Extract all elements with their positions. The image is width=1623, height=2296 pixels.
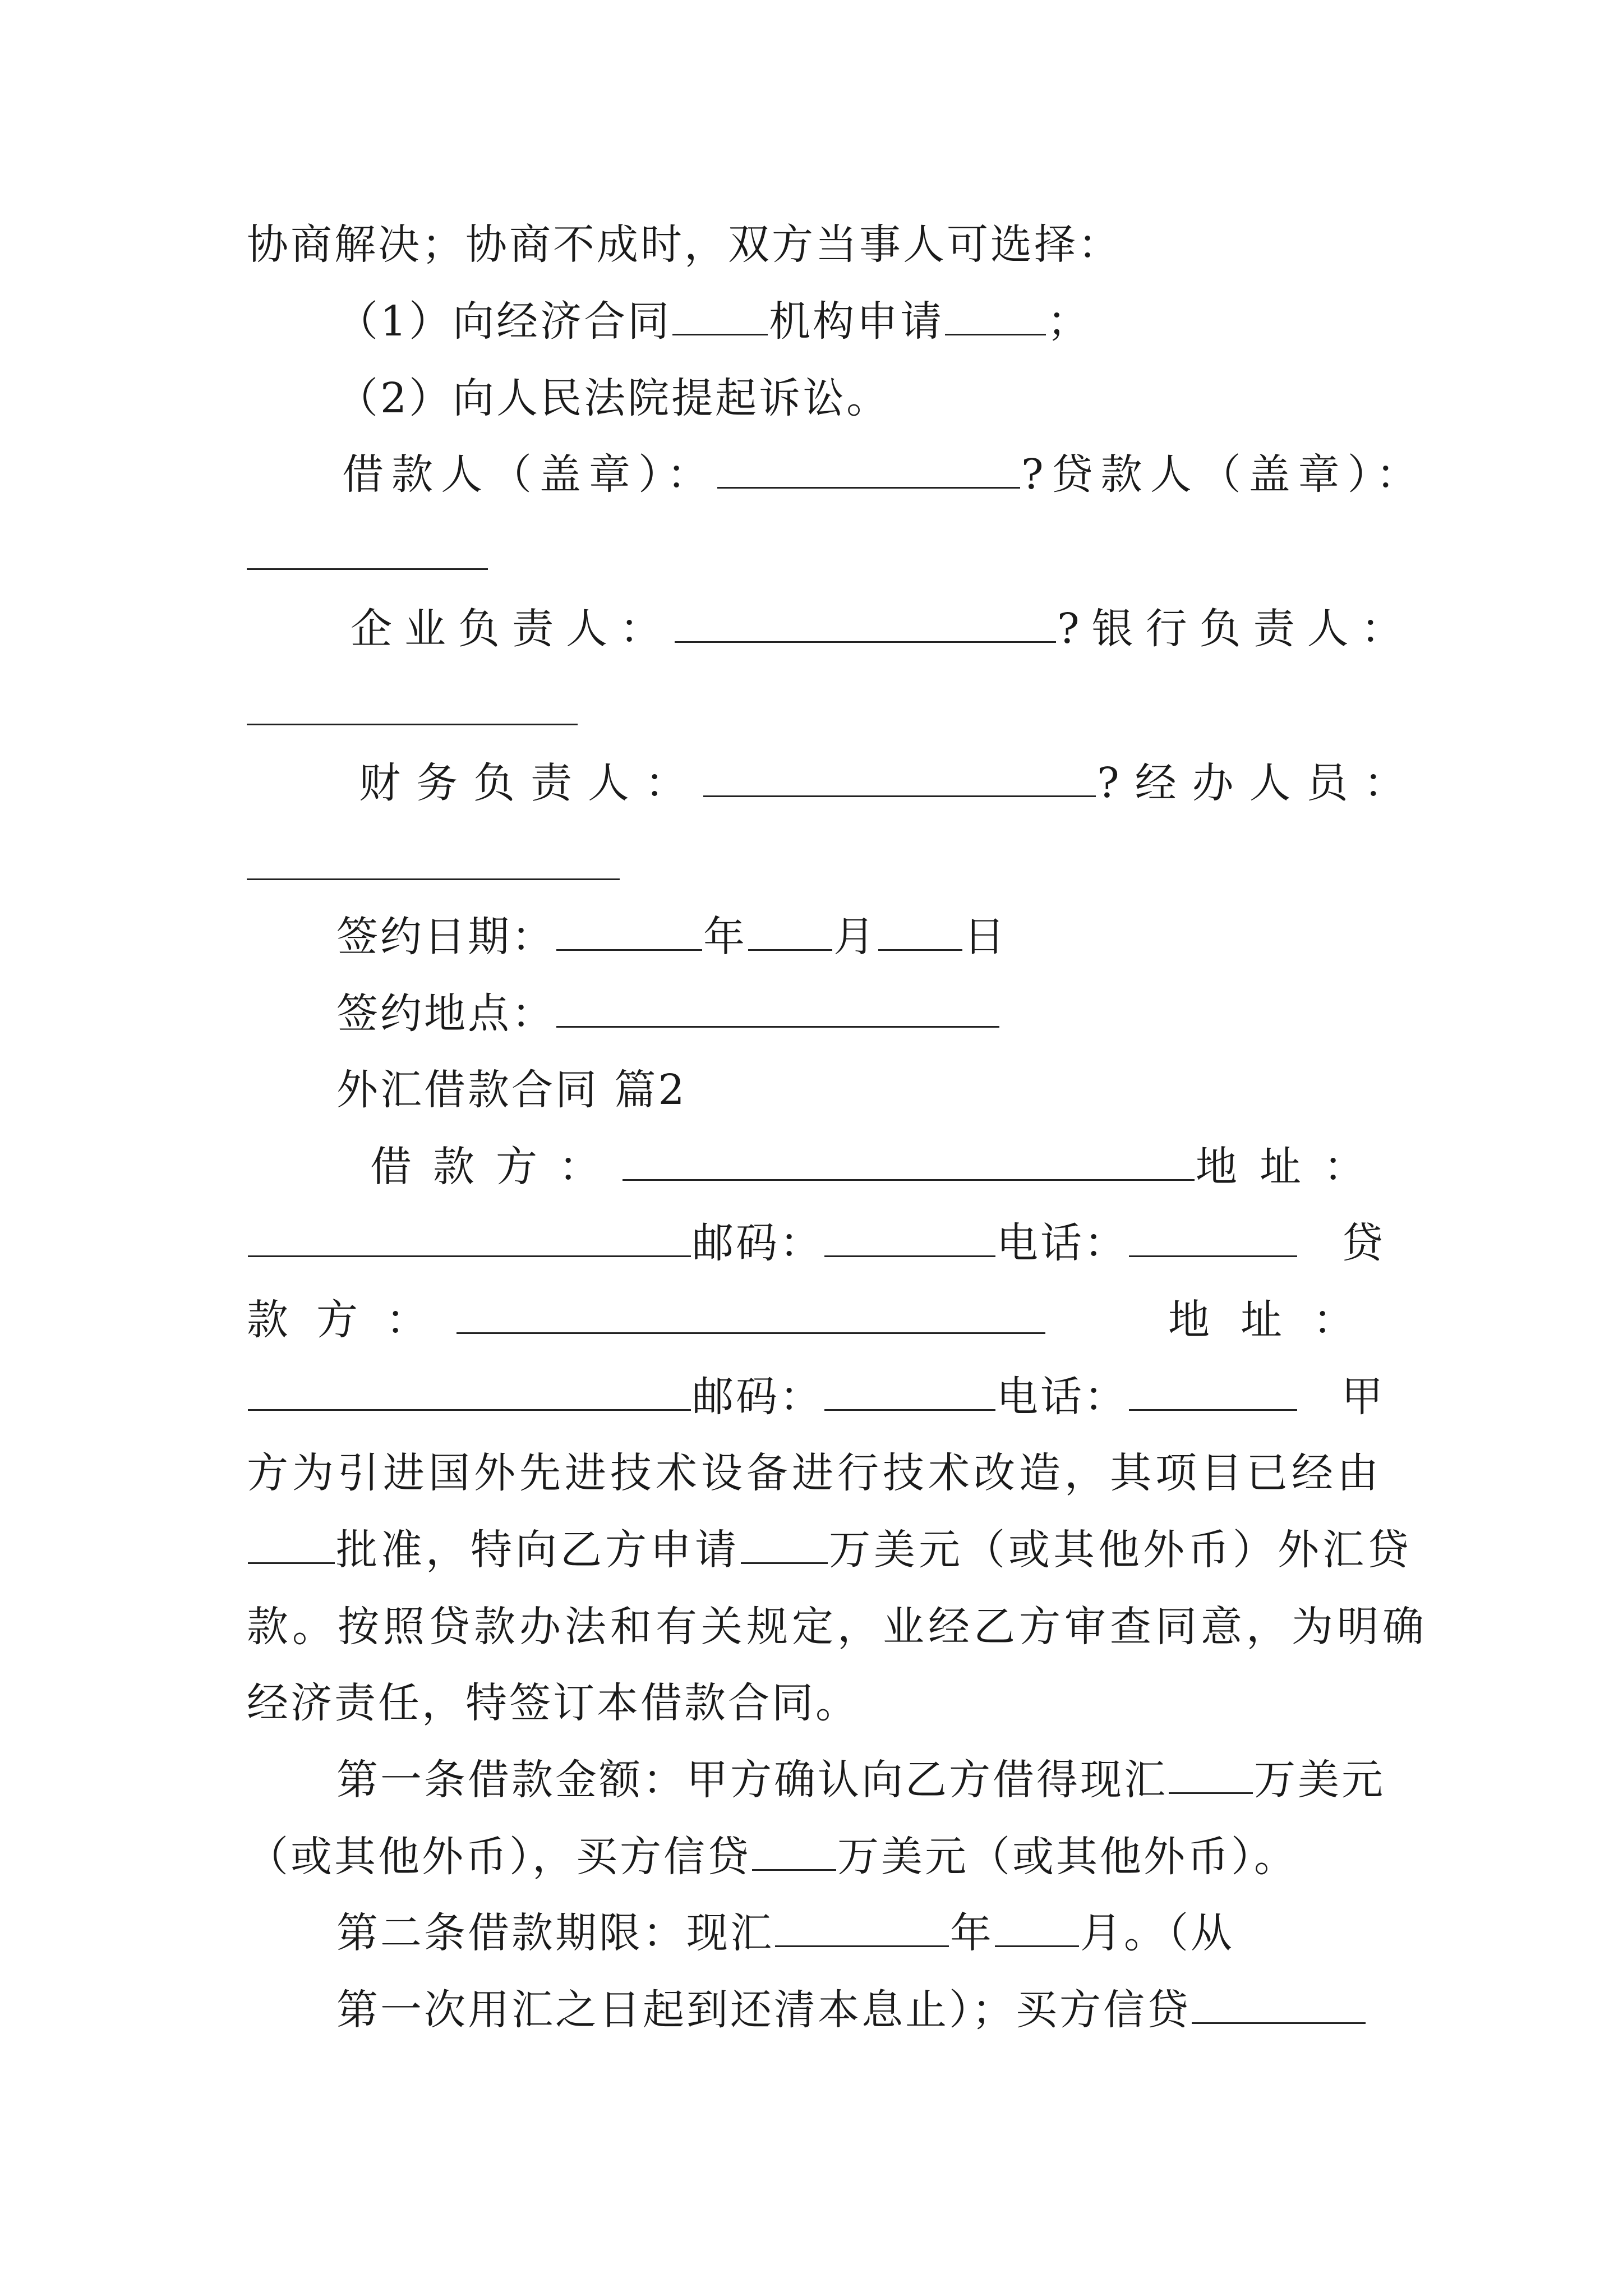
signature-line-finance [359,755,1421,811]
text: 年 [703,913,747,961]
blank-line [878,914,962,951]
text: 万美元（或其他外币）外汇贷 [829,1526,1412,1574]
text-line [336,293,1091,349]
text-line [247,1445,1382,1501]
text: 电话： [997,1219,1128,1267]
blank-line [1169,1757,1253,1794]
blank-line [703,761,1096,797]
text: 方为引进国外先进技术设备进行技术改造，其项目已经由 [247,1449,1382,1497]
blank-line [824,1221,995,1257]
blank-line [247,878,620,880]
text-line [247,1675,859,1731]
signature-line-borrower [342,447,1426,503]
text-line [247,1599,1428,1655]
blank-line [1129,1374,1297,1411]
text: 第二条借款期限：现汇 [336,1909,774,1957]
text: ?贷款人（盖章）： [1021,450,1426,499]
text: （2）向人民法院提起诉讼。 [336,374,891,422]
blank-line [248,1374,691,1411]
text: 借款人（盖章）： [342,450,716,499]
sign-date-line [336,909,1007,965]
section-title [336,1062,687,1118]
text: ?银行负责人： [1057,605,1415,653]
blank-line [457,1297,1045,1334]
text: （或其他外币），买方信贷 [247,1833,751,1881]
blank-line [623,1144,1195,1181]
text: 年 [950,1909,994,1957]
text: 月 [833,913,877,961]
blank-line [995,1911,1079,1947]
text: 第一条借款金额：甲方确认向乙方借得现汇 [336,1756,1168,1804]
text: 外汇借款合同 篇2 [336,1066,687,1114]
text: 月。（从 [1080,1909,1234,1957]
blank-line [752,1834,836,1871]
blank-line [247,568,488,570]
text: ； [1047,297,1091,346]
text: 电话： [997,1373,1128,1421]
blank-line [717,452,1020,489]
blank-line [741,1527,828,1564]
text: 万美元（或其他外币）。 [837,1833,1298,1881]
text: 签约地点： [336,990,555,1038]
text-line [247,1829,1298,1885]
text: 日 [963,913,1007,961]
text: 签约日期： [336,913,555,961]
text: 企业负责人： [351,605,674,653]
text-line [336,1982,1367,2038]
text: 贷 [1341,1219,1385,1267]
text: 协商解决；协商不成时，双方当事人可选择： [247,220,1122,269]
sign-place-line [336,986,1000,1042]
text: 邮码： [692,1219,823,1267]
blank-line [556,991,999,1028]
blank-line [945,299,1046,335]
text-line [247,1522,1412,1578]
text: 甲 [1341,1373,1385,1421]
lender-line [247,1292,1385,1348]
text: 借款方： [370,1143,621,1191]
text-line [336,370,890,426]
text: 批准，特向乙方申请 [336,1526,740,1574]
lender-contact-line [247,1369,1385,1425]
text: 万美元 [1254,1756,1385,1804]
text-line [247,217,1122,273]
signature-line-manager [351,601,1415,657]
text: 邮码： [692,1373,823,1421]
text: 地址： [1168,1296,1385,1344]
text: 第一次用汇之日起到还清本息止）；买方信贷 [336,1986,1191,2034]
text: 财务负责人： [359,759,702,807]
text: （1）向经济合同 [336,297,672,346]
text: 地址： [1196,1143,1387,1191]
text: 款方： [247,1296,455,1344]
text: 款。按照贷款办法和有关规定，业经乙方审查同意，为明确 [247,1603,1428,1651]
blank-line [748,914,832,951]
blank-line [775,1911,949,1947]
blank-line [248,1527,335,1564]
article-2-line [336,1905,1234,1961]
borrower-contact-line [247,1215,1385,1271]
blank-line [672,299,768,335]
blank-line [248,1221,691,1257]
blank-line [556,914,702,951]
text: 经济责任，特签订本借款合同。 [247,1679,859,1727]
blank-line [1192,1987,1366,2024]
blank-line [675,606,1056,643]
text: 机构申请 [769,297,944,346]
borrower-line [370,1139,1387,1195]
text: ?经办人员： [1097,759,1421,807]
article-1-line [336,1752,1385,1808]
blank-line [824,1374,995,1411]
blank-line [1129,1221,1297,1257]
blank-line [247,724,578,725]
